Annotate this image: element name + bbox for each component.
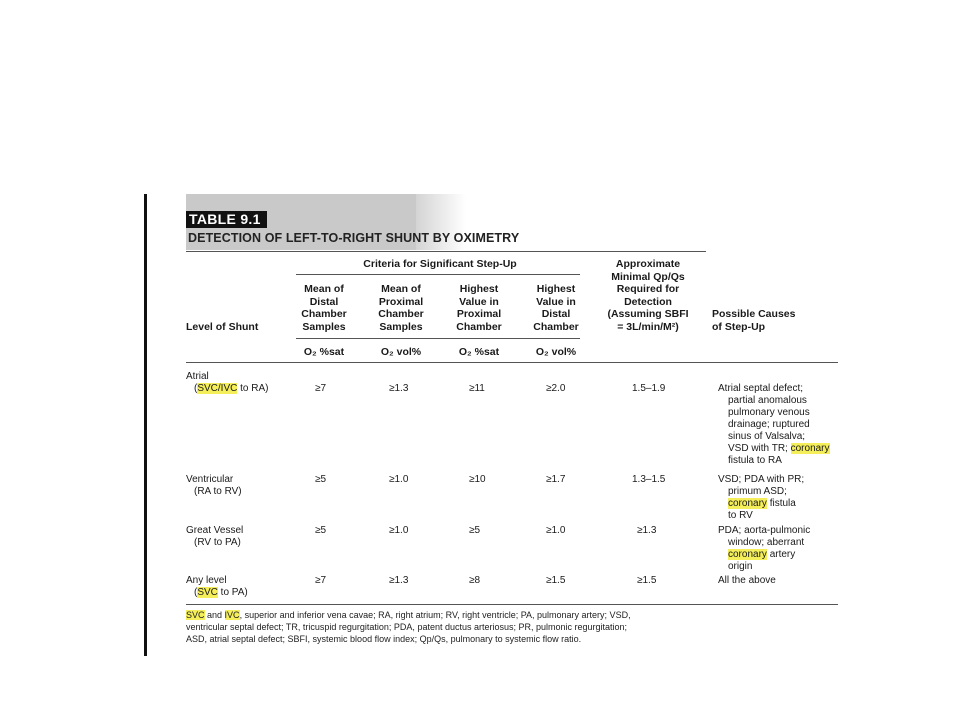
header-bottom-rule — [186, 362, 838, 363]
row-any-level-highest-distal: ≥1.5 — [546, 575, 566, 586]
row-any-level-proximal-mean: ≥1.3 — [389, 575, 409, 586]
col-header-highest-proximal: Highest Value in Proximal Chamber — [456, 283, 502, 333]
table-number-label: TABLE 9.1 — [186, 211, 267, 228]
row-great-vessel-highest-proximal: ≥5 — [469, 525, 481, 536]
row-ventricular-causes: VSD; PDA with PR; primum ASD; coronary fistula to RV — [718, 474, 805, 521]
row-any-level-qpqs: ≥1.5 — [637, 575, 657, 586]
row-great-vessel-distal-mean: ≥5 — [315, 525, 327, 536]
col-header-distal-mean: Mean of Distal Chamber Samples — [301, 283, 347, 333]
row-great-vessel-level: Great Vessel (RV to PA) — [186, 525, 244, 548]
row-great-vessel-proximal-mean: ≥1.0 — [389, 525, 409, 536]
footnote-line-2: ventricular septal defect; TR, tricuspid regurgitation; PDA, patent ductus arteriosus; PR, pulmonic regurgitation; — [186, 622, 628, 632]
row-any-level-highest-proximal: ≥8 — [469, 575, 481, 586]
row-any-level-distal-mean: ≥7 — [315, 575, 327, 586]
row-ventricular-proximal-mean: ≥1.0 — [389, 474, 409, 485]
unit-highest-proximal: O₂ %sat — [458, 346, 500, 358]
table-bottom-rule — [186, 604, 838, 605]
row-atrial-highest-proximal: ≥11 — [469, 383, 485, 394]
row-atrial-causes: Atrial septal defect; partial anomalous pulmonary venous drainage; ruptured sinus of Valsalva; VSD with TR; coronary fistula to RA — [718, 383, 830, 466]
row-atrial-highest-distal: ≥2.0 — [546, 383, 566, 394]
unit-proximal-mean: O₂ vol% — [380, 346, 422, 358]
row-atrial-level: Atrial (SVC/IVC to RA) — [186, 371, 269, 394]
row-ventricular-highest-distal: ≥1.7 — [546, 474, 566, 485]
footnote-line-1: SVC and IVC, superior and inferior vena cavae; RA, right atrium; RV, right ventricle; PA, pulmonary artery; VSD, — [186, 610, 631, 620]
row-great-vessel-qpqs: ≥1.3 — [637, 525, 657, 536]
col-header-causes: Possible Causes of Step-Up — [712, 308, 796, 333]
col-header-proximal-mean: Mean of Proximal Chamber Samples — [378, 283, 424, 333]
row-ventricular-level: Ventricular (RA to RV) — [186, 474, 242, 497]
unit-highest-distal: O₂ vol% — [535, 346, 577, 358]
col-header-qpqs: Approximate Minimal Qp/Qs Required for Detection (Assuming SBFI = 3L/min/M²) — [607, 258, 689, 333]
table-title: DETECTION OF LEFT-TO-RIGHT SHUNT BY OXIMETRY — [188, 231, 520, 245]
row-ventricular-qpqs: 1.3–1.5 — [632, 474, 666, 485]
footnote-line-3: ASD, atrial septal defect; SBFI, systemic blood flow index; Qp/Qs, pulmonary to systemic flow ratio. — [186, 634, 582, 644]
row-great-vessel-causes: PDA; aorta-pulmonic window; aberrant coronary artery origin — [718, 525, 811, 572]
row-great-vessel-highest-distal: ≥1.0 — [546, 525, 566, 536]
row-any-level-level: Any level (SVC to PA) — [186, 575, 248, 598]
row-atrial-qpqs: 1.5–1.9 — [632, 383, 666, 394]
unit-distal-mean: O₂ %sat — [303, 346, 345, 358]
row-any-level-causes: All the above — [718, 575, 776, 586]
row-atrial-distal-mean: ≥7 — [315, 383, 327, 394]
col-header-level: Level of Shunt — [186, 321, 259, 333]
col-header-highest-distal: Highest Value in Distal Chamber — [533, 283, 579, 333]
table-top-rule — [186, 251, 706, 252]
criteria-group-rule — [296, 274, 580, 275]
left-margin-rule — [144, 194, 147, 656]
row-ventricular-highest-proximal: ≥10 — [469, 474, 486, 485]
criteria-group-header: Criteria for Significant Step-Up — [363, 258, 517, 270]
row-ventricular-distal-mean: ≥5 — [315, 474, 327, 485]
row-atrial-proximal-mean: ≥1.3 — [389, 383, 409, 394]
unit-row-top-rule — [296, 338, 580, 339]
